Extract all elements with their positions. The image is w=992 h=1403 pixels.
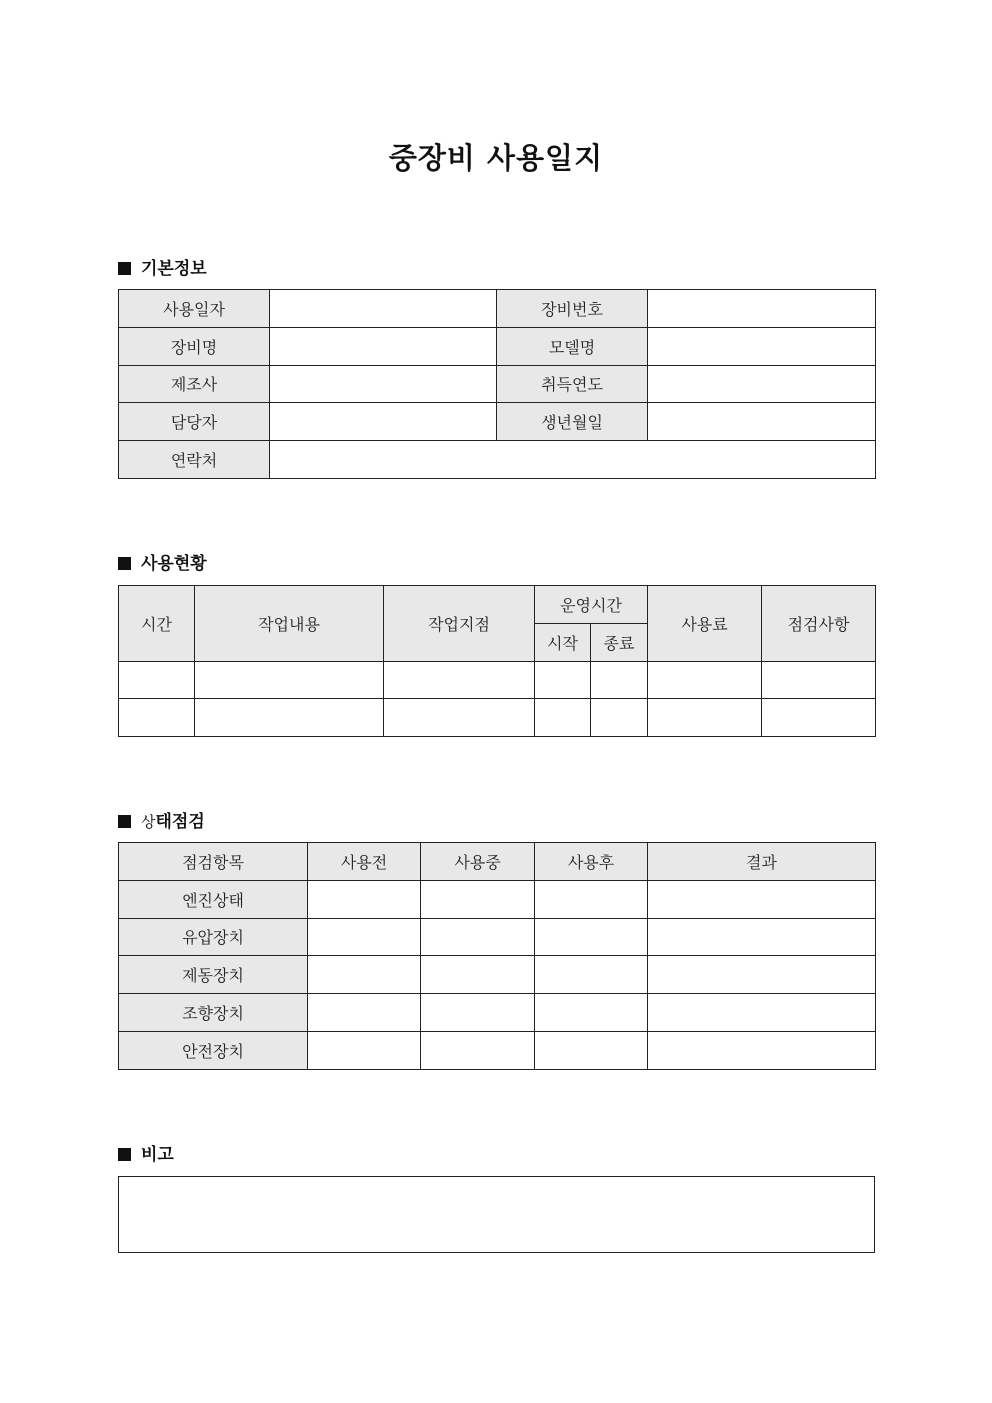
square-bullet-icon: [118, 815, 131, 828]
square-bullet-icon: [118, 557, 131, 570]
input-cell[interactable]: [591, 661, 648, 699]
input-cell[interactable]: [308, 994, 421, 1032]
input-cell[interactable]: [762, 699, 876, 737]
table-row: [119, 1031, 876, 1069]
input-cell[interactable]: [195, 661, 384, 699]
input-cell[interactable]: [648, 994, 876, 1032]
input-cell[interactable]: [421, 1031, 535, 1069]
input-cell[interactable]: [591, 699, 648, 737]
input-cell[interactable]: [421, 918, 535, 956]
header: 사용후: [535, 843, 648, 881]
input-cell[interactable]: [535, 1031, 648, 1069]
table-row: [119, 956, 876, 994]
header: 점검항목: [119, 843, 308, 881]
input-cell[interactable]: [535, 880, 648, 918]
input-cell[interactable]: [308, 1031, 421, 1069]
input-cell[interactable]: [195, 699, 384, 737]
label: 취득연도: [497, 365, 648, 403]
input-cell[interactable]: [648, 1031, 876, 1069]
item-label: 제동장치: [119, 956, 308, 994]
header: 작업내용: [195, 586, 384, 662]
input-cell[interactable]: [648, 956, 876, 994]
notes-box[interactable]: [118, 1176, 875, 1253]
input-cell[interactable]: [270, 327, 497, 365]
input-cell[interactable]: [270, 441, 876, 479]
input-cell[interactable]: [119, 699, 195, 737]
label: 사용일자: [119, 290, 270, 328]
section-heading: 사용현황: [141, 554, 207, 574]
header: 작업지점: [384, 586, 535, 662]
input-cell[interactable]: [535, 918, 648, 956]
item-label: 유압장치: [119, 918, 308, 956]
input-cell[interactable]: [270, 290, 497, 328]
input-cell[interactable]: [648, 290, 876, 328]
section-notes: [118, 1140, 174, 1165]
basic-info-table: [118, 289, 876, 479]
item-label: 조향장치: [119, 994, 308, 1032]
input-cell[interactable]: [648, 918, 876, 956]
header: 시작: [535, 623, 591, 661]
table-row: [119, 661, 876, 699]
input-cell[interactable]: [384, 699, 535, 737]
input-cell[interactable]: [648, 365, 876, 403]
label: 장비명: [119, 327, 270, 365]
input-cell[interactable]: [421, 994, 535, 1032]
input-cell[interactable]: [421, 956, 535, 994]
input-cell[interactable]: [648, 327, 876, 365]
header: 사용료: [648, 586, 762, 662]
square-bullet-icon: [118, 262, 131, 275]
table-row: [119, 880, 876, 918]
table-row: [119, 994, 876, 1032]
label: 모델명: [497, 327, 648, 365]
section-basic-info: [118, 254, 207, 279]
section-heading: 태점검: [155, 812, 205, 832]
input-cell[interactable]: [270, 365, 497, 403]
input-cell[interactable]: [535, 699, 591, 737]
input-cell[interactable]: [535, 956, 648, 994]
header: 시간: [119, 586, 195, 662]
table-row: [119, 699, 876, 737]
input-cell[interactable]: [270, 403, 497, 441]
label: 제조사: [119, 365, 270, 403]
header: 운영시간: [535, 586, 648, 624]
label: 연락처: [119, 441, 270, 479]
header: 사용전: [308, 843, 421, 881]
label: 생년월일: [497, 403, 648, 441]
input-cell[interactable]: [762, 661, 876, 699]
input-cell[interactable]: [648, 661, 762, 699]
header: 점검사항: [762, 586, 876, 662]
input-cell[interactable]: [648, 699, 762, 737]
header: 종료: [591, 623, 648, 661]
section-heading: 기본정보: [141, 259, 207, 279]
section-usage: [118, 549, 207, 574]
input-cell[interactable]: [308, 918, 421, 956]
square-bullet-icon: [118, 1148, 131, 1161]
input-cell[interactable]: [535, 994, 648, 1032]
input-cell[interactable]: [421, 880, 535, 918]
label: 담당자: [119, 403, 270, 441]
input-cell[interactable]: [119, 661, 195, 699]
item-label: 안전장치: [119, 1031, 308, 1069]
header: 사용중: [421, 843, 535, 881]
header: 결과: [648, 843, 876, 881]
section-heading-prefix: 상: [141, 813, 156, 831]
table-row: [119, 918, 876, 956]
input-cell[interactable]: [535, 661, 591, 699]
input-cell[interactable]: [648, 403, 876, 441]
item-label: 엔진상태: [119, 880, 308, 918]
input-cell[interactable]: [384, 661, 535, 699]
section-heading: 비고: [141, 1145, 174, 1165]
input-cell[interactable]: [308, 956, 421, 994]
input-cell[interactable]: [648, 880, 876, 918]
status-table: [118, 842, 876, 1070]
label: 장비번호: [497, 290, 648, 328]
page-title: 중장비 사용일지: [388, 141, 604, 175]
input-cell[interactable]: [308, 880, 421, 918]
usage-table: [118, 585, 876, 737]
section-status: [118, 807, 205, 832]
